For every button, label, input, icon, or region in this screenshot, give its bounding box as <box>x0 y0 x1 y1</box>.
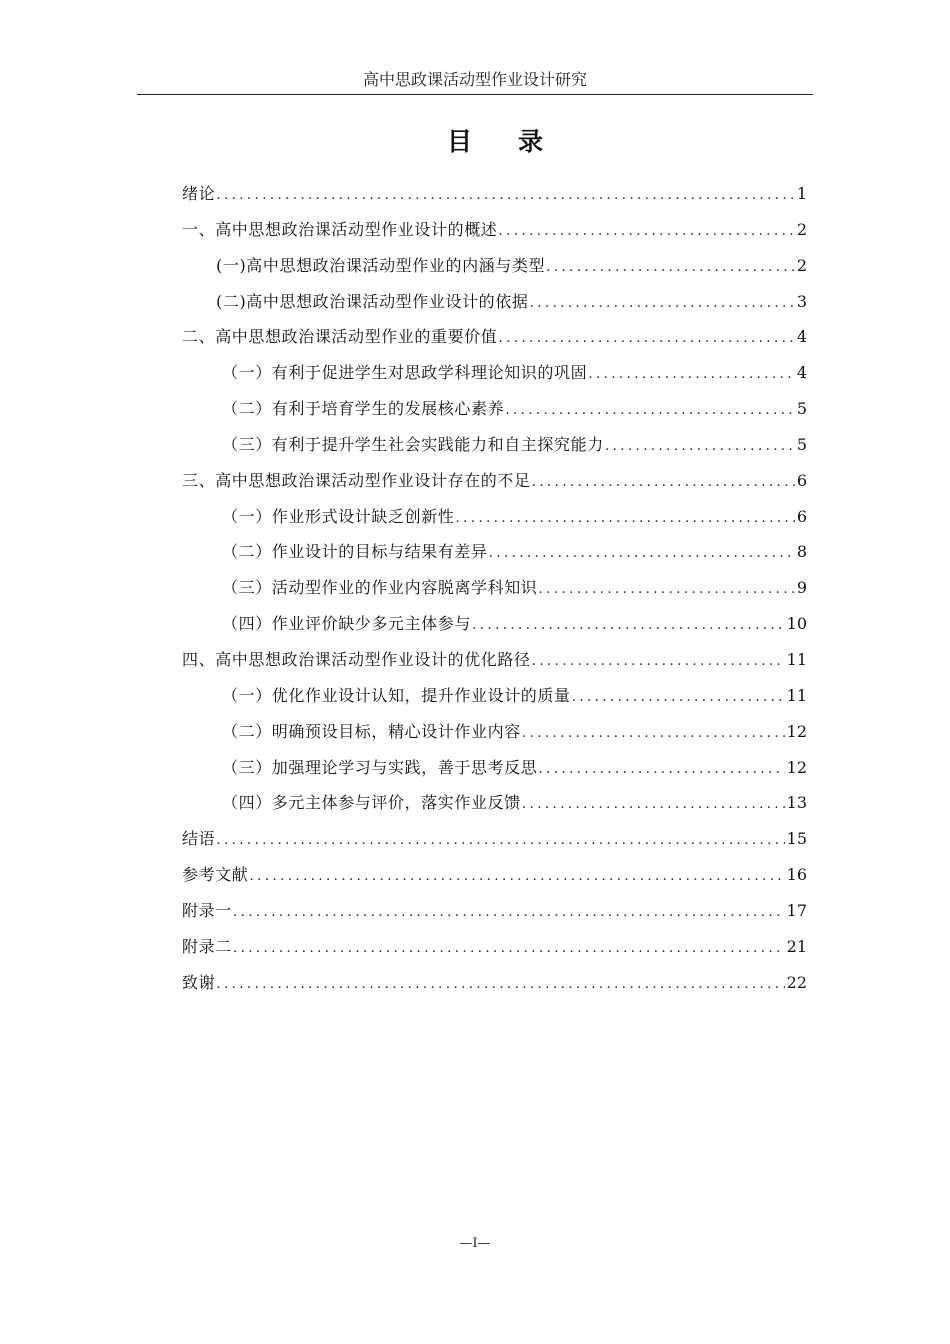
toc-entry-title: 附录二 <box>182 936 232 956</box>
toc-entry-title: （四）作业评价缺少多元主体参与 <box>222 614 472 634</box>
toc-entry[interactable] <box>182 857 807 893</box>
footer-page-number: —I— <box>459 1236 491 1251</box>
toc-entry-page-number: 11 <box>786 685 807 705</box>
toc-entry-page-number: 4 <box>796 363 807 383</box>
toc-entry-page-number: 12 <box>786 721 807 741</box>
toc-dot-leader <box>588 357 795 391</box>
toc-dot-leader <box>498 214 794 248</box>
toc-entry-title: （一）有利于促进学生对思政学科理论知识的巩固 <box>222 363 588 383</box>
toc-entry[interactable] <box>182 929 807 965</box>
toc-entry[interactable] <box>182 642 807 678</box>
toc-entry[interactable] <box>182 499 807 535</box>
toc-entry-page-number: 10 <box>786 614 807 634</box>
toc-dot-leader <box>216 967 784 1001</box>
toc-entry-title: （一）优化作业设计认知，提升作业设计的质量 <box>222 685 571 705</box>
toc-title <box>0 126 950 158</box>
toc-dot-leader <box>546 250 795 284</box>
toc-entry-title: (一)高中思想政治课活动型作业的内涵与类型 <box>216 255 546 275</box>
toc-entry[interactable] <box>182 678 807 714</box>
toc-entry-title: 结语 <box>182 829 216 849</box>
toc-entry-page-number: 6 <box>796 506 807 526</box>
toc-entry-title: （二）有利于培育学生的发展核心素养 <box>222 399 505 419</box>
toc-entry[interactable] <box>182 212 807 248</box>
toc-entry-page-number: 15 <box>786 829 807 849</box>
toc-dot-leader <box>233 931 785 965</box>
toc-dot-leader <box>489 536 795 570</box>
toc-entry[interactable] <box>182 355 807 391</box>
toc-dot-leader <box>538 572 794 606</box>
toc-entry-title: (二)高中思想政治课活动型作业设计的依据 <box>216 291 529 311</box>
toc-entry[interactable] <box>182 893 807 929</box>
toc-entry-page-number: 4 <box>796 327 807 347</box>
toc-entry[interactable] <box>182 176 807 212</box>
toc-entry-title: 三、高中思想政治课活动型作业设计存在的不足 <box>182 470 531 490</box>
toc-entry[interactable] <box>182 463 807 499</box>
toc-dot-leader <box>532 465 795 499</box>
toc-dot-leader <box>572 680 785 714</box>
toc-entry-title: （二）明确预设目标，精心设计作业内容 <box>222 721 521 741</box>
running-title: 高中思政课活动型作业设计研究 <box>362 70 587 89</box>
toc-entry-page-number: 3 <box>796 291 807 311</box>
toc-entry-page-number: 13 <box>786 793 807 813</box>
toc-entry-title: （四）多元主体参与评价，落实作业反馈 <box>222 793 521 813</box>
toc-entry[interactable] <box>182 391 807 427</box>
toc-title-char-2: 录 <box>518 127 544 156</box>
toc-entry[interactable] <box>182 284 807 320</box>
toc-list <box>182 176 807 1000</box>
toc-entry[interactable] <box>182 248 807 284</box>
toc-dot-leader <box>505 393 795 427</box>
toc-entry-page-number: 6 <box>796 470 807 490</box>
toc-entry-page-number: 16 <box>786 865 807 885</box>
toc-entry-title: 致谢 <box>182 972 216 992</box>
toc-entry-title: 一、高中思想政治课活动型作业设计的概述 <box>182 219 498 239</box>
toc-entry-title: 绪论 <box>182 184 216 203</box>
toc-entry-title: 参考文献 <box>182 865 249 885</box>
toc-entry[interactable] <box>182 785 807 821</box>
toc-entry[interactable] <box>182 606 807 642</box>
running-header <box>137 70 813 95</box>
toc-dot-leader <box>216 178 795 212</box>
toc-title-char-1: 目 <box>446 127 472 156</box>
toc-dot-leader <box>532 644 785 678</box>
toc-dot-leader <box>605 429 795 463</box>
toc-entry-page-number: 9 <box>796 578 807 598</box>
toc-entry[interactable] <box>182 534 807 570</box>
toc-dot-leader <box>233 895 785 929</box>
toc-entry-page-number: 5 <box>796 434 807 454</box>
toc-dot-leader <box>522 787 785 821</box>
toc-entry-page-number: 1 <box>796 184 807 203</box>
toc-dot-leader <box>216 823 784 857</box>
toc-entry[interactable] <box>182 965 807 1001</box>
toc-entry-title: 二、高中思想政治课活动型作业的重要价值 <box>182 327 498 347</box>
toc-dot-leader <box>530 286 795 320</box>
toc-entry-page-number: 22 <box>786 972 807 992</box>
toc-entry[interactable] <box>182 319 807 355</box>
toc-entry[interactable] <box>182 714 807 750</box>
toc-entry-title: （三）有利于提升学生社会实践能力和自主探究能力 <box>222 434 604 454</box>
toc-dot-leader <box>522 716 785 750</box>
toc-entry-page-number: 5 <box>796 399 807 419</box>
toc-entry-title: （三）活动型作业的作业内容脱离学科知识 <box>222 578 538 598</box>
toc-entry-page-number: 21 <box>786 936 807 956</box>
toc-entry-page-number: 2 <box>796 219 807 239</box>
toc-dot-leader <box>472 608 785 642</box>
toc-entry-title: （三）加强理论学习与实践，善于思考反思 <box>222 757 538 777</box>
toc-entry-title: （二）作业设计的目标与结果有差异 <box>222 542 488 562</box>
toc-entry-title: 四、高中思想政治课活动型作业设计的优化路径 <box>182 649 531 669</box>
page-footer <box>0 1236 950 1251</box>
toc-entry-page-number: 2 <box>796 255 807 275</box>
toc-dot-leader <box>455 501 794 535</box>
toc-entry[interactable] <box>182 821 807 857</box>
toc-dot-leader <box>249 859 784 893</box>
toc-entry-page-number: 12 <box>786 757 807 777</box>
toc-entry-title: （一）作业形式设计缺乏创新性 <box>222 506 455 526</box>
toc-dot-leader <box>498 321 794 355</box>
toc-entry-page-number: 8 <box>796 542 807 562</box>
toc-entry-page-number: 11 <box>786 649 807 669</box>
toc-entry-page-number: 17 <box>786 900 807 920</box>
toc-entry[interactable] <box>182 750 807 786</box>
toc-entry-title: 附录一 <box>182 900 232 920</box>
toc-dot-leader <box>538 752 784 786</box>
toc-entry[interactable] <box>182 570 807 606</box>
toc-entry[interactable] <box>182 427 807 463</box>
